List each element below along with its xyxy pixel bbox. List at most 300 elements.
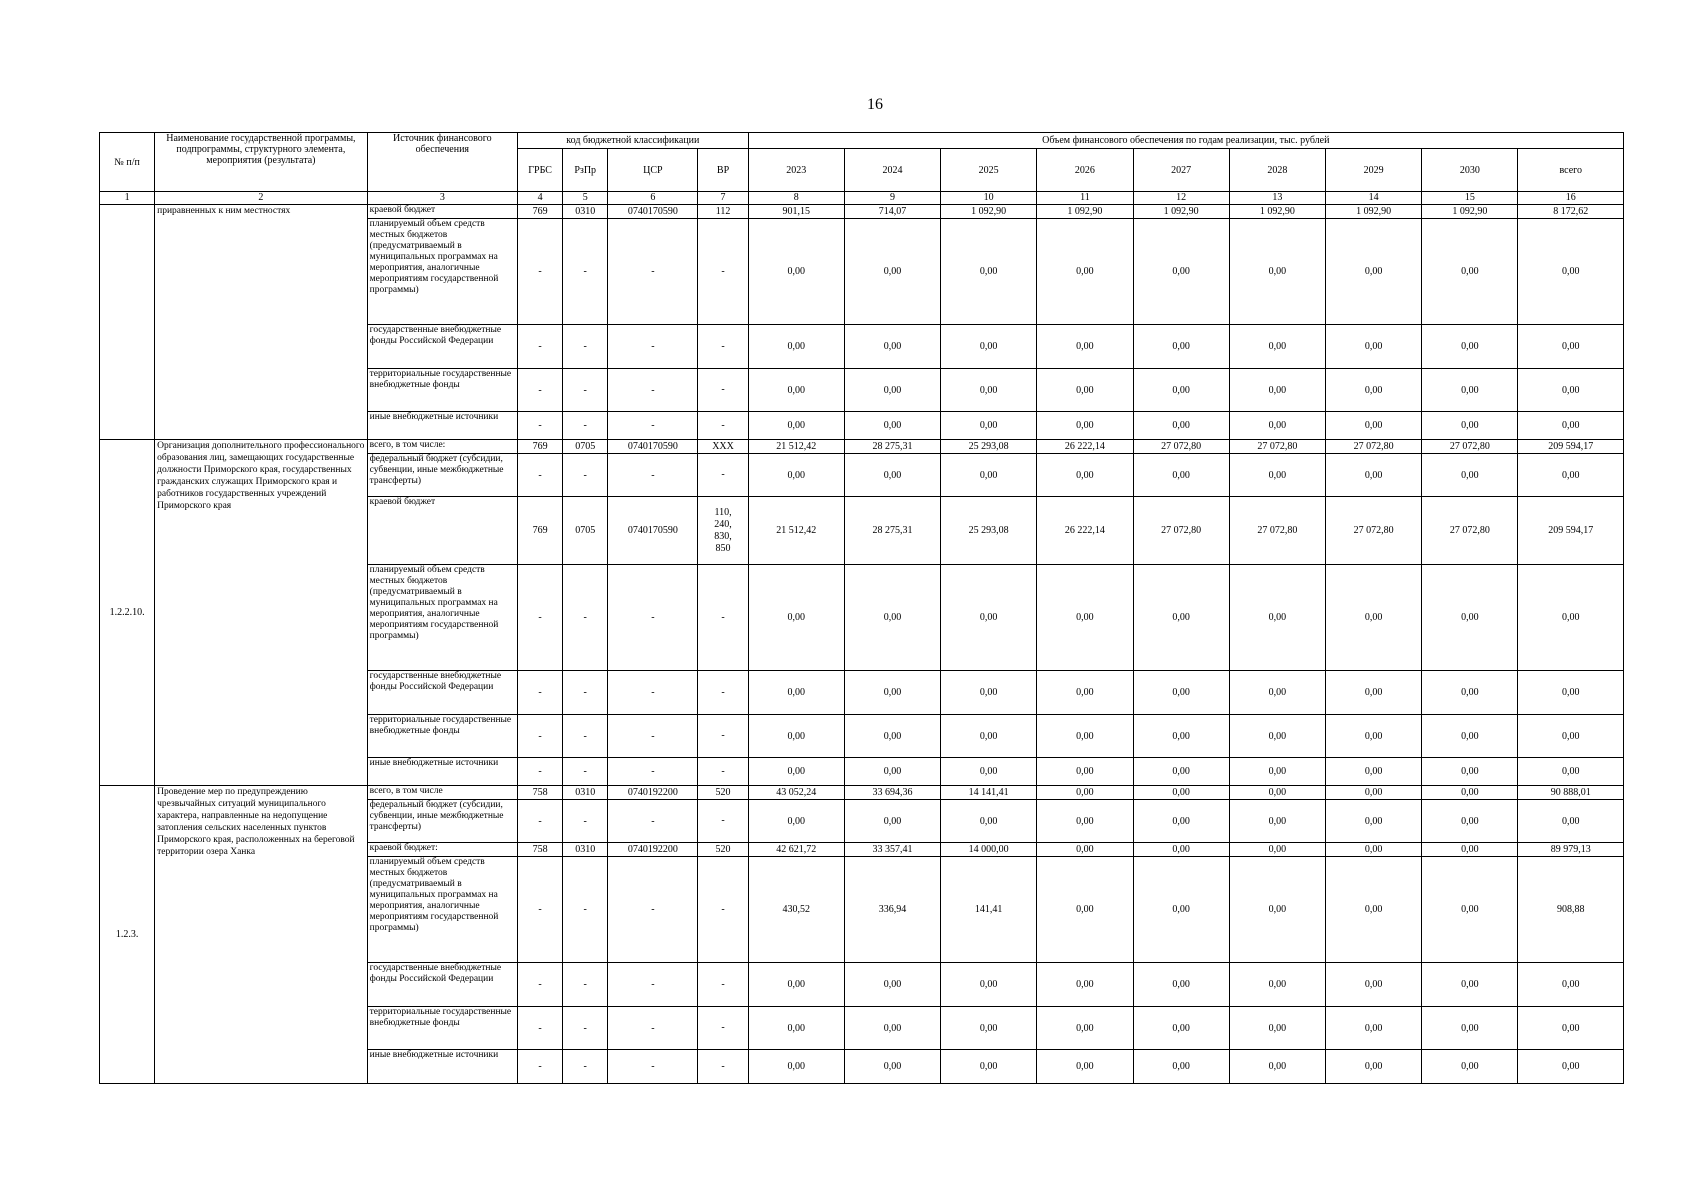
amount-cell: 0,00 xyxy=(1422,454,1518,497)
code-grbs: 769 xyxy=(518,497,563,565)
amount-cell: 0,00 xyxy=(1326,857,1422,963)
amount-cell: 26 222,14 xyxy=(1037,497,1133,565)
code-rzpr: 0705 xyxy=(563,440,608,454)
item-name: Проведение мер по предупреждению чрезвычайных ситуаций муниципального характера, направленные на недопущение затопления сельских населенных пунктов Приморского края, расположенных на береговой территории озера Ханка xyxy=(155,786,368,1084)
amount-cell: 0,00 xyxy=(1229,1050,1325,1084)
code-vr: - xyxy=(698,800,748,843)
amount-cell: 0,00 xyxy=(844,1050,940,1084)
code-vr: - xyxy=(698,1007,748,1050)
amount-cell: 0,00 xyxy=(941,1007,1037,1050)
amount-cell: 0,00 xyxy=(1422,715,1518,758)
column-index: 8 xyxy=(748,192,844,205)
column-index: 16 xyxy=(1518,192,1624,205)
header-code-col: РзПр xyxy=(563,149,608,192)
amount-cell: 0,00 xyxy=(941,412,1037,440)
amount-cell: 0,00 xyxy=(748,1050,844,1084)
code-rzpr: - xyxy=(563,325,608,369)
code-csr: 0740170590 xyxy=(608,205,698,219)
code-rzpr: 0705 xyxy=(563,497,608,565)
column-index: 5 xyxy=(563,192,608,205)
funding-source: иные внебюджетные источники xyxy=(367,412,517,440)
amount-cell: 21 512,42 xyxy=(748,497,844,565)
code-grbs: - xyxy=(518,565,563,671)
code-vr: - xyxy=(698,325,748,369)
amount-cell: 0,00 xyxy=(748,800,844,843)
funding-source: краевой бюджет xyxy=(367,205,517,219)
header-year-col: всего xyxy=(1518,149,1624,192)
amount-cell: 33 694,36 xyxy=(844,786,940,800)
amount-cell: 33 357,41 xyxy=(844,843,940,857)
amount-cell: 209 594,17 xyxy=(1518,440,1624,454)
amount-cell: 0,00 xyxy=(844,219,940,325)
amount-cell: 0,00 xyxy=(844,325,940,369)
code-grbs: - xyxy=(518,671,563,715)
column-index: 13 xyxy=(1229,192,1325,205)
code-csr: - xyxy=(608,715,698,758)
amount-cell: 0,00 xyxy=(1518,1050,1624,1084)
code-vr: - xyxy=(698,758,748,786)
code-grbs: - xyxy=(518,454,563,497)
code-vr: - xyxy=(698,1050,748,1084)
funding-source: государственные внебюджетные фонды Российской Федерации xyxy=(367,963,517,1007)
code-vr: 520 xyxy=(698,843,748,857)
amount-cell: 0,00 xyxy=(1133,715,1229,758)
amount-cell: 0,00 xyxy=(1518,715,1624,758)
amount-cell: 25 293,08 xyxy=(941,440,1037,454)
funding-source: краевой бюджет xyxy=(367,497,517,565)
amount-cell: 0,00 xyxy=(1422,412,1518,440)
column-index: 4 xyxy=(518,192,563,205)
amount-cell: 14 000,00 xyxy=(941,843,1037,857)
amount-cell: 0,00 xyxy=(941,758,1037,786)
code-rzpr: - xyxy=(563,800,608,843)
amount-cell: 1 092,90 xyxy=(1326,205,1422,219)
amount-cell: 89 979,13 xyxy=(1518,843,1624,857)
funding-source: территориальные государственные внебюджетные фонды xyxy=(367,1007,517,1050)
amount-cell: 28 275,31 xyxy=(844,497,940,565)
code-rzpr: 0310 xyxy=(563,205,608,219)
code-rzpr: - xyxy=(563,857,608,963)
amount-cell: 1 092,90 xyxy=(1229,205,1325,219)
amount-cell: 0,00 xyxy=(1229,454,1325,497)
amount-cell: 0,00 xyxy=(1422,963,1518,1007)
amount-cell: 1 092,90 xyxy=(941,205,1037,219)
amount-cell: 0,00 xyxy=(1229,758,1325,786)
amount-cell: 209 594,17 xyxy=(1518,497,1624,565)
amount-cell: 0,00 xyxy=(941,1050,1037,1084)
code-vr: - xyxy=(698,412,748,440)
amount-cell: 336,94 xyxy=(844,857,940,963)
amount-cell: 0,00 xyxy=(844,454,940,497)
code-csr: - xyxy=(608,857,698,963)
amount-cell: 0,00 xyxy=(748,963,844,1007)
code-grbs: - xyxy=(518,758,563,786)
amount-cell: 0,00 xyxy=(1518,565,1624,671)
amount-cell: 0,00 xyxy=(748,454,844,497)
amount-cell: 0,00 xyxy=(1326,758,1422,786)
code-grbs: - xyxy=(518,857,563,963)
amount-cell: 0,00 xyxy=(844,800,940,843)
header-source: Источник финансового обеспечения xyxy=(367,133,517,192)
code-grbs: 769 xyxy=(518,205,563,219)
amount-cell: 0,00 xyxy=(1518,325,1624,369)
amount-cell: 28 275,31 xyxy=(844,440,940,454)
code-rzpr: - xyxy=(563,1007,608,1050)
code-vr: - xyxy=(698,454,748,497)
code-vr: - xyxy=(698,715,748,758)
amount-cell: 0,00 xyxy=(844,758,940,786)
amount-cell: 26 222,14 xyxy=(1037,440,1133,454)
amount-cell: 0,00 xyxy=(1326,454,1422,497)
header-year-col: 2024 xyxy=(844,149,940,192)
table-row xyxy=(100,786,1624,800)
code-csr: - xyxy=(608,800,698,843)
amount-cell: 90 888,01 xyxy=(1518,786,1624,800)
amount-cell: 0,00 xyxy=(941,454,1037,497)
amount-cell: 0,00 xyxy=(1326,800,1422,843)
amount-cell: 0,00 xyxy=(1518,454,1624,497)
amount-cell: 0,00 xyxy=(1326,786,1422,800)
amount-cell: 0,00 xyxy=(1422,369,1518,412)
amount-cell: 0,00 xyxy=(1133,369,1229,412)
amount-cell: 0,00 xyxy=(1326,412,1422,440)
amount-cell: 141,41 xyxy=(941,857,1037,963)
amount-cell: 0,00 xyxy=(1037,1007,1133,1050)
item-name: Организация дополнительного профессионального образования лиц, замещающих государственные должности Приморского края, государственных гражданских служащих Приморского края и работников государственных учреждений Приморского края xyxy=(155,440,368,786)
column-index: 11 xyxy=(1037,192,1133,205)
code-vr: - xyxy=(698,963,748,1007)
code-grbs: - xyxy=(518,1007,563,1050)
code-vr: - xyxy=(698,219,748,325)
header-code-col: ЦСР xyxy=(608,149,698,192)
amount-cell: 0,00 xyxy=(1229,369,1325,412)
amount-cell: 0,00 xyxy=(1422,1050,1518,1084)
amount-cell: 0,00 xyxy=(1133,412,1229,440)
amount-cell: 0,00 xyxy=(844,412,940,440)
amount-cell: 0,00 xyxy=(1229,800,1325,843)
amount-cell: 0,00 xyxy=(1037,843,1133,857)
amount-cell: 0,00 xyxy=(1229,715,1325,758)
amount-cell: 0,00 xyxy=(748,219,844,325)
amount-cell: 27 072,80 xyxy=(1326,497,1422,565)
amount-cell: 0,00 xyxy=(844,715,940,758)
amount-cell: 0,00 xyxy=(941,219,1037,325)
column-index-row xyxy=(100,192,1624,205)
amount-cell: 0,00 xyxy=(1133,963,1229,1007)
amount-cell: 0,00 xyxy=(1518,412,1624,440)
header-year-col: 2025 xyxy=(941,149,1037,192)
code-rzpr: 0310 xyxy=(563,843,608,857)
amount-cell: 0,00 xyxy=(1326,325,1422,369)
code-vr: - xyxy=(698,565,748,671)
code-grbs: - xyxy=(518,325,563,369)
amount-cell: 0,00 xyxy=(1229,219,1325,325)
code-grbs: - xyxy=(518,715,563,758)
code-rzpr: - xyxy=(563,715,608,758)
code-grbs: - xyxy=(518,800,563,843)
amount-cell: 0,00 xyxy=(1229,412,1325,440)
code-grbs: 758 xyxy=(518,786,563,800)
header-year-col: 2026 xyxy=(1037,149,1133,192)
amount-cell: 0,00 xyxy=(748,715,844,758)
amount-cell: 0,00 xyxy=(941,325,1037,369)
amount-cell: 25 293,08 xyxy=(941,497,1037,565)
amount-cell: 27 072,80 xyxy=(1229,440,1325,454)
amount-cell: 0,00 xyxy=(1422,1007,1518,1050)
code-vr: 110, 240, 830, 850 xyxy=(698,497,748,565)
column-index: 3 xyxy=(367,192,517,205)
funding-source: иные внебюджетные источники xyxy=(367,758,517,786)
amount-cell: 0,00 xyxy=(748,758,844,786)
code-rzpr: - xyxy=(563,565,608,671)
code-grbs: - xyxy=(518,1050,563,1084)
amount-cell: 0,00 xyxy=(1518,369,1624,412)
code-grbs: - xyxy=(518,219,563,325)
table-header xyxy=(100,133,1624,192)
amount-cell: 0,00 xyxy=(1326,219,1422,325)
code-grbs: - xyxy=(518,369,563,412)
amount-cell: 0,00 xyxy=(1229,325,1325,369)
header-num: № п/п xyxy=(100,133,155,192)
amount-cell: 0,00 xyxy=(1133,325,1229,369)
amount-cell: 0,00 xyxy=(1229,565,1325,671)
amount-cell: 0,00 xyxy=(1518,800,1624,843)
financing-table xyxy=(99,132,1624,1084)
amount-cell: 0,00 xyxy=(1037,565,1133,671)
column-index: 10 xyxy=(941,192,1037,205)
code-csr: - xyxy=(608,369,698,412)
amount-cell: 908,88 xyxy=(1518,857,1624,963)
amount-cell: 0,00 xyxy=(1326,369,1422,412)
amount-cell: 0,00 xyxy=(1037,857,1133,963)
code-csr: 0740170590 xyxy=(608,497,698,565)
amount-cell: 0,00 xyxy=(1133,1007,1229,1050)
item-number: 1.2.3. xyxy=(100,786,155,1084)
code-vr: 112 xyxy=(698,205,748,219)
amount-cell: 0,00 xyxy=(1037,454,1133,497)
amount-cell: 0,00 xyxy=(1229,671,1325,715)
column-index: 12 xyxy=(1133,192,1229,205)
amount-cell: 43 052,24 xyxy=(748,786,844,800)
code-csr: - xyxy=(608,758,698,786)
amount-cell: 14 141,41 xyxy=(941,786,1037,800)
amount-cell: 0,00 xyxy=(1229,857,1325,963)
amount-cell: 0,00 xyxy=(941,800,1037,843)
code-csr: 0740192200 xyxy=(608,786,698,800)
amount-cell: 0,00 xyxy=(1422,800,1518,843)
amount-cell: 0,00 xyxy=(1326,565,1422,671)
column-index: 6 xyxy=(608,192,698,205)
header-code-group: код бюджетной классификации xyxy=(518,133,749,149)
amount-cell: 0,00 xyxy=(941,671,1037,715)
code-rzpr: - xyxy=(563,758,608,786)
column-index: 14 xyxy=(1326,192,1422,205)
amount-cell: 42 621,72 xyxy=(748,843,844,857)
column-index: 1 xyxy=(100,192,155,205)
header-code-col: ВР xyxy=(698,149,748,192)
code-vr: - xyxy=(698,671,748,715)
amount-cell: 1 092,90 xyxy=(1422,205,1518,219)
amount-cell: 0,00 xyxy=(1422,219,1518,325)
code-vr: 520 xyxy=(698,786,748,800)
table-body xyxy=(100,192,1624,1084)
amount-cell: 430,52 xyxy=(748,857,844,963)
amount-cell: 21 512,42 xyxy=(748,440,844,454)
amount-cell: 0,00 xyxy=(1133,671,1229,715)
column-index: 7 xyxy=(698,192,748,205)
amount-cell: 0,00 xyxy=(748,412,844,440)
item-name: приравненных к ним местностях xyxy=(155,205,368,440)
code-csr: - xyxy=(608,1050,698,1084)
amount-cell: 0,00 xyxy=(941,369,1037,412)
amount-cell: 27 072,80 xyxy=(1229,497,1325,565)
amount-cell: 0,00 xyxy=(1326,1007,1422,1050)
amount-cell: 1 092,90 xyxy=(1037,205,1133,219)
amount-cell: 27 072,80 xyxy=(1133,440,1229,454)
amount-cell: 0,00 xyxy=(1133,454,1229,497)
code-csr: 0740170590 xyxy=(608,440,698,454)
amount-cell: 0,00 xyxy=(1518,1007,1624,1050)
amount-cell: 0,00 xyxy=(1422,758,1518,786)
code-csr: - xyxy=(608,565,698,671)
amount-cell: 0,00 xyxy=(1133,219,1229,325)
code-rzpr: - xyxy=(563,369,608,412)
amount-cell: 0,00 xyxy=(748,1007,844,1050)
funding-source: планируемый объем средств местных бюджетов (предусматриваемый в муниципальных программах на мероприятия, аналогичные мероприятиям государственной программы) xyxy=(367,565,517,671)
code-csr: - xyxy=(608,325,698,369)
amount-cell: 0,00 xyxy=(1037,800,1133,843)
funding-source: иные внебюджетные источники xyxy=(367,1050,517,1084)
amount-cell: 714,07 xyxy=(844,205,940,219)
code-grbs: - xyxy=(518,412,563,440)
amount-cell: 0,00 xyxy=(1518,963,1624,1007)
header-year-col: 2027 xyxy=(1133,149,1229,192)
code-csr: - xyxy=(608,1007,698,1050)
code-csr: - xyxy=(608,219,698,325)
amount-cell: 0,00 xyxy=(844,565,940,671)
amount-cell: 27 072,80 xyxy=(1326,440,1422,454)
code-rzpr: - xyxy=(563,963,608,1007)
funding-source: государственные внебюджетные фонды Российской Федерации xyxy=(367,671,517,715)
funding-source: планируемый объем средств местных бюджетов (предусматриваемый в муниципальных программах на мероприятия, аналогичные мероприятиям государственной программы) xyxy=(367,219,517,325)
item-number: 1.2.2.10. xyxy=(100,440,155,786)
amount-cell: 0,00 xyxy=(1229,963,1325,1007)
code-vr: ХХХ xyxy=(698,440,748,454)
amount-cell: 0,00 xyxy=(1133,786,1229,800)
amount-cell: 8 172,62 xyxy=(1518,205,1624,219)
amount-cell: 0,00 xyxy=(1326,843,1422,857)
header-name: Наименование государственной программы, подпрограммы, структурного элемента, мероприятия (результата) xyxy=(155,133,368,192)
amount-cell: 0,00 xyxy=(1133,1050,1229,1084)
amount-cell: 0,00 xyxy=(748,671,844,715)
amount-cell: 0,00 xyxy=(1326,1050,1422,1084)
amount-cell: 0,00 xyxy=(844,963,940,1007)
amount-cell: 0,00 xyxy=(1037,219,1133,325)
header-code-col: ГРБС xyxy=(518,149,563,192)
amount-cell: 0,00 xyxy=(1422,325,1518,369)
amount-cell: 0,00 xyxy=(1422,843,1518,857)
code-csr: - xyxy=(608,412,698,440)
amount-cell: 0,00 xyxy=(844,369,940,412)
code-vr: - xyxy=(698,369,748,412)
amount-cell: 0,00 xyxy=(1037,963,1133,1007)
amount-cell: 0,00 xyxy=(1422,671,1518,715)
table-row xyxy=(100,440,1624,454)
amount-cell: 0,00 xyxy=(1422,857,1518,963)
item-number xyxy=(100,205,155,440)
amount-cell: 0,00 xyxy=(1037,786,1133,800)
amount-cell: 0,00 xyxy=(941,565,1037,671)
header-year-col: 2030 xyxy=(1422,149,1518,192)
funding-source: государственные внебюджетные фонды Российской Федерации xyxy=(367,325,517,369)
code-rzpr: - xyxy=(563,219,608,325)
code-rzpr: - xyxy=(563,412,608,440)
amount-cell: 0,00 xyxy=(1133,758,1229,786)
amount-cell: 0,00 xyxy=(1037,369,1133,412)
code-rzpr: - xyxy=(563,454,608,497)
amount-cell: 27 072,80 xyxy=(1133,497,1229,565)
amount-cell: 0,00 xyxy=(1037,1050,1133,1084)
funding-source: территориальные государственные внебюджетные фонды xyxy=(367,369,517,412)
code-vr: - xyxy=(698,857,748,963)
amount-cell: 0,00 xyxy=(1037,758,1133,786)
funding-source: территориальные государственные внебюджетные фонды xyxy=(367,715,517,758)
header-volume-group: Объем финансового обеспечения по годам реализации, тыс. рублей xyxy=(748,133,1623,149)
amount-cell: 0,00 xyxy=(844,671,940,715)
amount-cell: 901,15 xyxy=(748,205,844,219)
amount-cell: 0,00 xyxy=(1133,843,1229,857)
code-grbs: 758 xyxy=(518,843,563,857)
funding-source: краевой бюджет: xyxy=(367,843,517,857)
header-year-col: 2028 xyxy=(1229,149,1325,192)
amount-cell: 0,00 xyxy=(748,369,844,412)
code-grbs: 769 xyxy=(518,440,563,454)
amount-cell: 0,00 xyxy=(1037,412,1133,440)
amount-cell: 0,00 xyxy=(1133,565,1229,671)
amount-cell: 0,00 xyxy=(1422,565,1518,671)
amount-cell: 0,00 xyxy=(941,715,1037,758)
amount-cell: 1 092,90 xyxy=(1133,205,1229,219)
code-csr: - xyxy=(608,963,698,1007)
amount-cell: 0,00 xyxy=(1326,671,1422,715)
amount-cell: 0,00 xyxy=(1229,786,1325,800)
code-csr: - xyxy=(608,454,698,497)
funding-source: всего, в том числе: xyxy=(367,440,517,454)
amount-cell: 0,00 xyxy=(1326,963,1422,1007)
amount-cell: 0,00 xyxy=(1037,715,1133,758)
table-row xyxy=(100,205,1624,219)
amount-cell: 0,00 xyxy=(1422,786,1518,800)
code-rzpr: - xyxy=(563,671,608,715)
code-grbs: - xyxy=(518,963,563,1007)
page-number: 16 xyxy=(867,96,883,113)
funding-source: федеральный бюджет (субсидии, субвенции, иные межбюджетные трансферты) xyxy=(367,454,517,497)
amount-cell: 0,00 xyxy=(1518,758,1624,786)
funding-source: федеральный бюджет (субсидии, субвенции, иные межбюджетные трансферты) xyxy=(367,800,517,843)
amount-cell: 0,00 xyxy=(941,963,1037,1007)
header-year-col: 2023 xyxy=(748,149,844,192)
amount-cell: 0,00 xyxy=(1037,325,1133,369)
column-index: 15 xyxy=(1422,192,1518,205)
amount-cell: 0,00 xyxy=(844,1007,940,1050)
amount-cell: 0,00 xyxy=(1229,843,1325,857)
code-csr: 0740192200 xyxy=(608,843,698,857)
funding-source: планируемый объем средств местных бюджетов (предусматриваемый в муниципальных программах на мероприятия, аналогичные мероприятиям государственной программы) xyxy=(367,857,517,963)
column-index: 2 xyxy=(155,192,368,205)
code-csr: - xyxy=(608,671,698,715)
code-rzpr: 0310 xyxy=(563,786,608,800)
amount-cell: 0,00 xyxy=(748,565,844,671)
